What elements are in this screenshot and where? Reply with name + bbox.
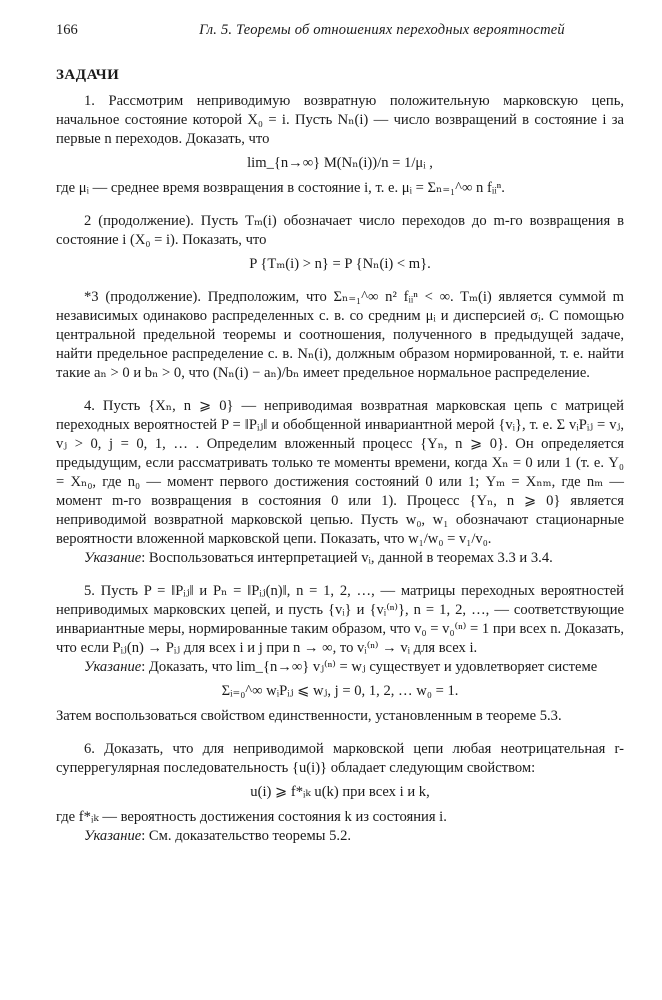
problem-6-statement: 6. Доказать, что для неприводимой марковской цепи любая неотрицательная r-суперрегулярная последовательность {u(i)} обладает следующим свойством: [56, 741, 624, 776]
problem-6 [56, 740, 624, 846]
hint-label: Указание [84, 550, 142, 566]
problem-5 [56, 582, 624, 726]
hint-text: : Воспользоваться интерпретацией vᵢ, данной в теоремах 3.3 и 3.4. [141, 550, 553, 566]
problem-1 [56, 92, 624, 198]
problem-4-statement: 4. Пусть {Xₙ, n ⩾ 0} — неприводимая возвратная марковская цепь с матрицей переходных вероятностей P = ‖Pᵢⱼ‖ и обобщенной инвариантной мерой {vᵢ}, т. е. Σ vᵢPᵢⱼ = vⱼ, vⱼ > 0, j = 0, 1, … . Определим вложенный процесс {Yₙ, n ⩾ 0}. Он определяется предыдущим, если рассматривать только те моменты времени, когда Xₙ = 0 или 1 (т. е. Y₀ = Xₙ₀, где n₀ — момент первого достижения состояний 0 или 1; Yₘ = Xₙₘ, где nₘ — момент m-го возвращения в состояния 0 или 1). Процесс {Yₙ, n ⩾ 0} является неприводимой возвратной марковской цепью. Пусть w₀, w₁ обозначают стационарные вероятности вложенной марковской цепи. Показать, что w₁/w₀ = v₁/v₀. [56, 398, 624, 547]
problem-1-formula: lim_{n→∞} M(Nₙ(i))/n = 1/μᵢ , [247, 155, 433, 171]
section-title: ЗАДАЧИ [56, 67, 120, 83]
page-header [56, 22, 624, 44]
problem-6-formula: u(i) ⩾ f*ᵢₖ u(k) при всех i и k, [250, 784, 430, 800]
problem-5-statement: 5. Пусть P = ‖Pᵢⱼ‖ и Pₙ = ‖Pᵢⱼ(n)‖, n = 1, 2, …, — матрицы переходных вероятностей неприводимых марковских цепей, и пусть {vᵢ} и {vᵢ⁽ⁿ⁾}, n = 1, 2, …, — соответствующие инвариантные меры, нормированные таким образом, что v₀ = v₀⁽ⁿ⁾ = 1 при всех n. Доказать, что если Pᵢⱼ(n) → Pᵢⱼ для всех i и j при n → ∞, то vᵢ⁽ⁿ⁾ → vᵢ для всех i. [56, 583, 624, 656]
running-title: Гл. 5. Теоремы об отношениях переходных вероятностей [199, 22, 565, 38]
problem-6-definition: где f*ᵢₖ — вероятность достижения состояния k из состояния i. [56, 809, 447, 825]
hint-text: : См. доказательство теоремы 5.2. [141, 828, 352, 844]
hint-label: Указание [84, 828, 142, 844]
hint-text: : Доказать, что lim_{n→∞} vⱼ⁽ⁿ⁾ = wⱼ существует и удовлетворяет системе [141, 659, 598, 675]
problem-6-hint [56, 827, 624, 846]
problem-3 [56, 288, 624, 383]
problem-2-statement: 2 (продолжение). Пусть Tₘ(i) обозначает число переходов до m-го возвращения в состояние i (X₀ = i). Показать, что [56, 213, 624, 248]
problem-1-definition: где μᵢ — среднее время возвращения в состояние i, т. е. μᵢ = Σₙ₌₁^∞ n fᵢᵢⁿ. [56, 180, 505, 196]
problem-3-statement: *3 (продолжение). Предположим, что Σₙ₌₁^∞ n² fᵢᵢⁿ < ∞. Tₘ(i) является суммой m независимых одинаково распределенных с. в. со средним μᵢ и дисперсией σᵢ. С помощью центральной предельной теоремы и соотношения, полученного в предыдущей задаче, найти предельное распределение с. в. Nₙ(i), должным образом нормированной, т. е. найти такие aₙ > 0 и bₙ > 0, что (Nₙ(i) − aₙ)/bₙ имеет предельное нормальное распределение. [56, 289, 624, 381]
problem-5-hint [56, 658, 624, 677]
problem-2-formula: P {Tₘ(i) > n} = P {Nₙ(i) < m}. [249, 256, 431, 272]
problem-5-closing: Затем воспользоваться свойством единственности, установленным в теореме 5.3. [56, 708, 562, 724]
hint-label: Указание [84, 659, 142, 675]
problem-1-statement: 1. Рассмотрим неприводимую возвратную положительную марковскую цепь, начальное состояние которой X₀ = i. Пусть Nₙ(i) — число возвращений в состояние i за первые n переходов. Доказать, что [56, 93, 624, 147]
problem-5-formula: Σᵢ₌₀^∞ wᵢPᵢⱼ ⩽ wⱼ, j = 0, 1, 2, … w₀ = 1. [221, 683, 459, 699]
problem-4-hint [56, 549, 624, 568]
problem-2 [56, 212, 624, 274]
problem-4 [56, 397, 624, 568]
page-number: 166 [56, 22, 78, 38]
